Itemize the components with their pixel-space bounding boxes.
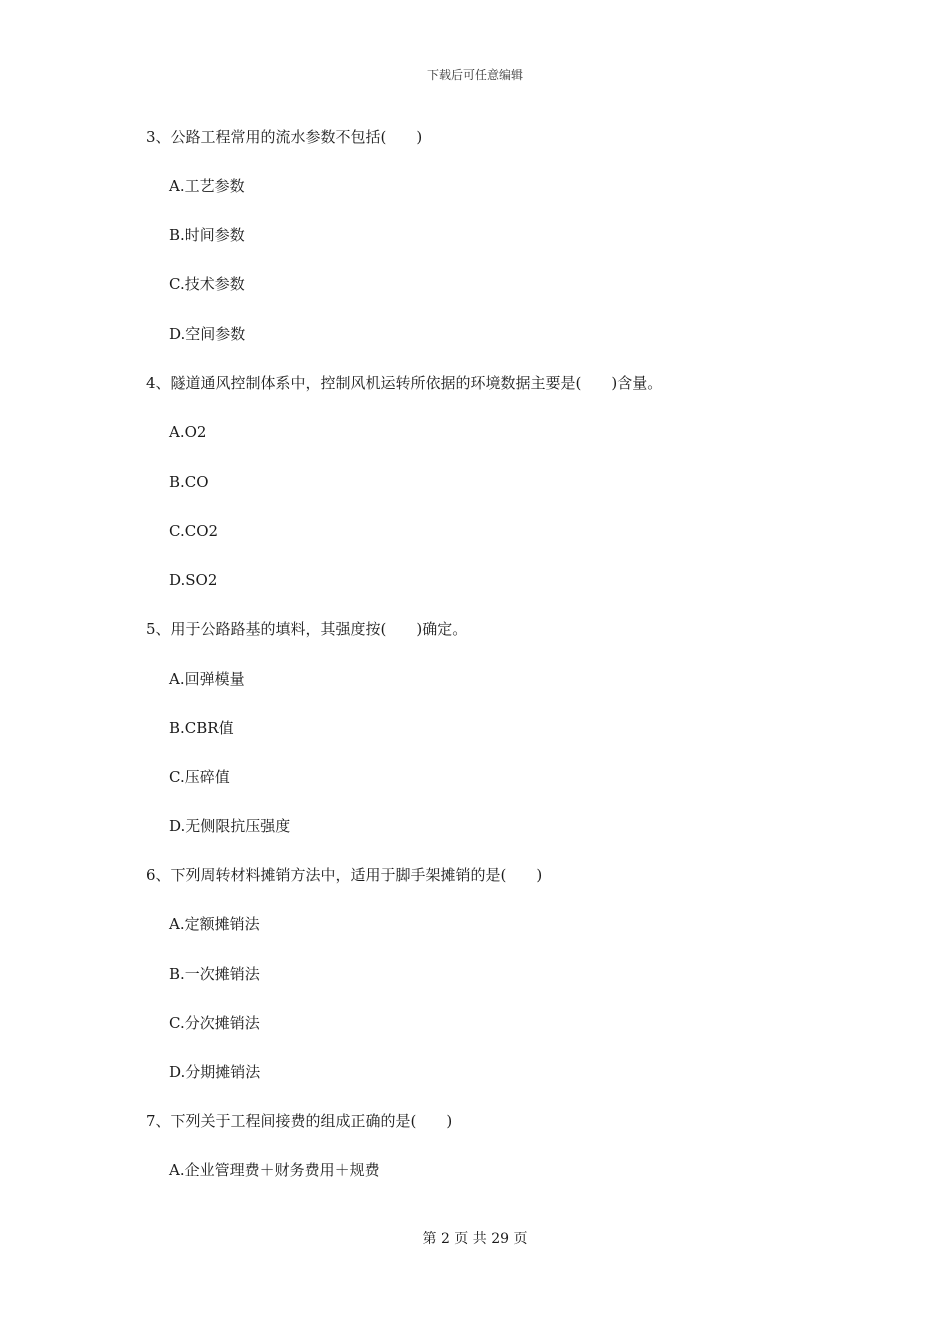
question-5-option-c: C.压碎值 xyxy=(169,768,230,786)
question-5-option-a: A.回弹模量 xyxy=(169,670,245,688)
question-7: 7、下列关于工程间接费的组成正确的是( ) xyxy=(146,1112,453,1130)
question-5-option-b: B.CBR值 xyxy=(169,719,234,737)
question-5-option-d: D.无侧限抗压强度 xyxy=(169,817,291,835)
page-header: 下载后可任意编辑 xyxy=(426,68,523,82)
question-5: 5、用于公路路基的填料，其强度按( )确定。 xyxy=(146,620,468,638)
question-3-option-a: A.工艺参数 xyxy=(169,177,245,195)
question-3: 3、公路工程常用的流水参数不包括( ) xyxy=(146,128,423,146)
question-6-option-d: D.分期摊销法 xyxy=(169,1063,261,1081)
question-3-option-d: D.空间参数 xyxy=(169,325,246,343)
question-6-option-a: A.定额摊销法 xyxy=(169,915,260,933)
question-3-option-b: B.时间参数 xyxy=(169,226,245,244)
question-3-option-c: C.技术参数 xyxy=(169,275,245,293)
question-4-option-d: D.SO2 xyxy=(169,571,218,589)
question-4-option-b: B.CO xyxy=(169,473,209,491)
question-7-option-a: A.企业管理费＋财务费用＋规费 xyxy=(169,1161,380,1179)
question-4-option-a: A.O2 xyxy=(169,423,207,441)
question-4-option-c: C.CO2 xyxy=(169,522,219,540)
question-4: 4、隧道通风控制体系中，控制风机运转所依据的环境数据主要是( )含量。 xyxy=(146,374,663,392)
question-6-option-b: B.一次摊销法 xyxy=(169,965,260,983)
question-6: 6、下列周转材料摊销方法中，适用于脚手架摊销的是( ) xyxy=(146,866,543,884)
page-footer: 第 2 页 共 29 页 xyxy=(422,1231,528,1247)
question-6-option-c: C.分次摊销法 xyxy=(169,1014,260,1032)
